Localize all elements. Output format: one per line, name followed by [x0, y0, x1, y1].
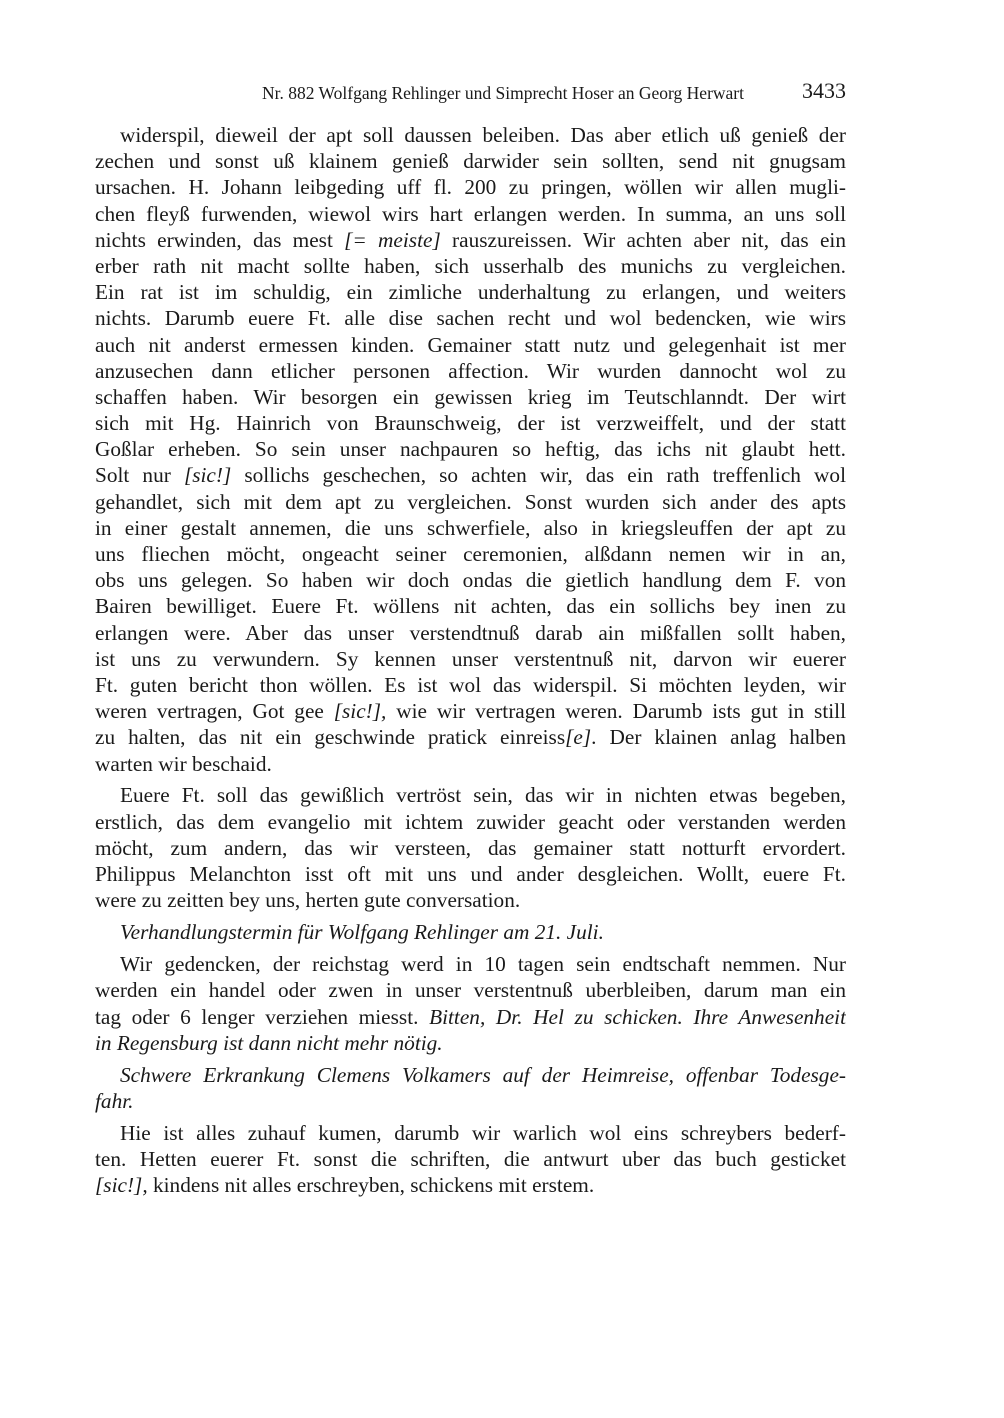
text-segment: möcht, zum andern, das wir versteen, das gemainer statt notturft ervordert. [95, 835, 846, 860]
text-segment: in einer gestalt annemen, die uns schwerfiele, also in kriegsleuffen der apt zu [95, 515, 846, 540]
text-line [95, 305, 846, 331]
italic-text: Schwere Erkrankung Clemens Volkamers auf der Heimreise, offenbar Todesge- [120, 1062, 846, 1087]
text-line [95, 835, 846, 861]
text-segment: auch nit anderst ermessen kinden. Gemainer statt nutz und gelegenhait ist mer [95, 332, 846, 357]
text-segment: ten. Hetten euerer Ft. sonst die schriften, die antwurt uber das buch gesticket [95, 1147, 846, 1172]
paragraph [95, 1120, 846, 1199]
text-segment: warten wir beschaid. [95, 751, 272, 776]
text-line [95, 1120, 846, 1146]
text-line [95, 1146, 846, 1172]
text-line [95, 646, 846, 672]
page-number: 3433 [802, 78, 846, 103]
document-body [95, 122, 846, 1198]
text-line [95, 462, 846, 488]
italic-text: [e] [565, 725, 592, 750]
text-line [95, 122, 846, 148]
text-segment: erstlich, das dem evangelio mit ichtem zuwider geacht oder verstanden werden [95, 809, 846, 834]
text-line [95, 515, 846, 541]
text-segment: rauszureissen. Wir achten aber nit, das ein [440, 227, 846, 252]
text-segment: anzusechen dann etlicher personen affection. Wir wurden dannocht wol zu [95, 358, 846, 383]
text-segment: gehandlet, sich mit dem apt zu vergleichen. Sonst wurden sich ander des apts [95, 489, 846, 514]
text-line [95, 1062, 846, 1088]
italic-text: in Regensburg ist dann nicht mehr nötig. [95, 1030, 443, 1055]
text-line [95, 436, 846, 462]
text-segment: were zu zeitten bey uns, herten gute conversation. [95, 888, 521, 913]
text-line [95, 253, 846, 279]
text-line [95, 567, 846, 593]
italic-text: [= meiste] [344, 227, 441, 252]
paragraph [95, 951, 846, 1056]
text-line [95, 358, 846, 384]
text-line [95, 174, 846, 200]
text-segment: sich mit Hg. Hainrich von Braunschweig, der ist verzweiffelt, und der statt [95, 411, 846, 436]
running-title: Nr. 882 Wolfgang Rehlinger und Simprecht Hoser an Georg Herwart [261, 83, 744, 103]
italic-text: fahr. [95, 1088, 134, 1113]
italic-text: Bitten, Dr. Hel zu schicken. Ihre Anwesenheit [429, 1004, 846, 1029]
text-segment: nichts. Darumb euere Ft. alle dise sachen recht und wol bedencken, wie wirs [95, 306, 846, 331]
italic-text: Verhandlungstermin für Wolfgang Rehlinger am 21. Juli. [120, 920, 604, 945]
paragraph [95, 919, 846, 945]
text-line [95, 861, 846, 887]
paragraph [95, 1062, 846, 1114]
text-segment: wie wir vertragen weren. Darumb ists gut in still [386, 699, 846, 724]
text-line [95, 227, 846, 253]
text-line [95, 698, 846, 724]
text-segment: Goßlar erheben. So sein unser nachpauren so heftig, das ichs nit glaubt hett. [95, 437, 846, 462]
text-segment: sollichs geschechen, so achten wir, das ein rath treffenlich wol [231, 463, 846, 488]
text-segment: zu halten, das nit ein geschwinde pratick einreiss [95, 725, 566, 750]
text-segment: nichts erwinden, das mest [95, 227, 345, 252]
text-segment: Solt nur [95, 463, 184, 488]
italic-text: [sic!], [333, 699, 387, 724]
text-line [95, 1088, 846, 1114]
text-segment: chen fleyß furwenden, wiewol wirs hart erlangen werden. In summa, an uns soll [95, 201, 846, 226]
text-line [95, 724, 846, 750]
text-line [95, 593, 846, 619]
text-segment: zechen und sonst uß klainem genieß darwider sein sollten, send nit gnugsam [95, 149, 846, 174]
paragraph [95, 782, 846, 913]
text-line [95, 384, 846, 410]
text-line [95, 332, 846, 358]
text-segment: kindens nit alles erschreyben, schickens mit erstem. [147, 1173, 595, 1198]
text-segment: uns fliechen möcht, ongeacht seiner ceremonien, alßdann nemen wir in an, [95, 542, 846, 566]
text-line [95, 1030, 846, 1056]
text-line [95, 951, 846, 977]
text-segment: Philippus Melanchton isst oft mit uns und ander desgleichen. Wollt, euere Ft. [95, 862, 846, 887]
text-segment: . Der klainen anlag halben [591, 725, 846, 750]
text-segment: erber rath nit macht sollte haben, sich usserhalb des munichs zu vergleichen. [95, 253, 846, 278]
text-segment: widerspil, dieweil der apt soll daussen beleiben. Das aber etlich uß genieß der [120, 123, 846, 147]
text-line [95, 782, 846, 808]
text-segment: Bairen bewilliget. Euere Ft. wöllens nit achten, das ein sollichs bey inen zu [95, 594, 846, 619]
text-segment: schaffen haben. Wir besorgen ein gewissen krieg im Teutschlanndt. Der wirt [95, 384, 846, 409]
text-line [95, 201, 846, 227]
text-line [95, 1172, 846, 1198]
text-segment: ursachen. H. Johann leibgeding uff fl. 200 zu pringen, wöllen wir allen mugli- [95, 175, 846, 200]
text-segment: weren vertragen, Got gee [95, 699, 334, 724]
text-line [95, 489, 846, 515]
text-segment: erlangen were. Aber das unser verstendtnuß darab ain mißfallen sollt haben, [95, 620, 846, 645]
text-line [95, 1004, 846, 1030]
text-line [95, 672, 846, 698]
italic-text: [sic!], [95, 1173, 148, 1198]
paragraph [95, 122, 846, 777]
text-segment: Hie ist alles zuhauf kumen, darumb wir warlich wol eins schreybers bederf- [120, 1120, 846, 1145]
text-segment: werden ein handel oder zwen in unser verstentnuß uberbleiben, darum man ein [95, 978, 846, 1003]
text-line [95, 620, 846, 646]
italic-text: [sic!] [183, 463, 232, 488]
running-header [95, 80, 846, 108]
text-line [95, 809, 846, 835]
text-line [95, 977, 846, 1003]
text-segment: Euere Ft. soll das gewißlich vertröst sein, das wir in nichten etwas begeben, [120, 783, 846, 808]
text-segment: ist uns zu verwundern. Sy kennen unser verstentnuß nit, darvon wir euerer [95, 646, 846, 671]
text-line [95, 148, 846, 174]
text-line [95, 541, 846, 567]
text-line [95, 410, 846, 436]
text-line [95, 919, 846, 945]
text-segment: tag oder 6 lenger verziehen miesst. [95, 1004, 430, 1029]
text-segment: Ein rat ist im schuldig, ein zimliche underhaltung zu erlangen, und weiters [95, 280, 846, 305]
text-segment: obs uns gelegen. So haben wir doch ondas die gietlich handlung dem F. von [95, 568, 846, 593]
text-segment: Ft. guten bericht thon wöllen. Es ist wol das widerspil. Si möchten leyden, wir [95, 672, 846, 697]
text-line [95, 887, 846, 913]
text-segment: Wir gedencken, der reichstag werd in 10 tagen sein endtschaft nemmen. Nur [120, 952, 846, 977]
text-line [95, 279, 846, 305]
text-line [95, 751, 846, 777]
